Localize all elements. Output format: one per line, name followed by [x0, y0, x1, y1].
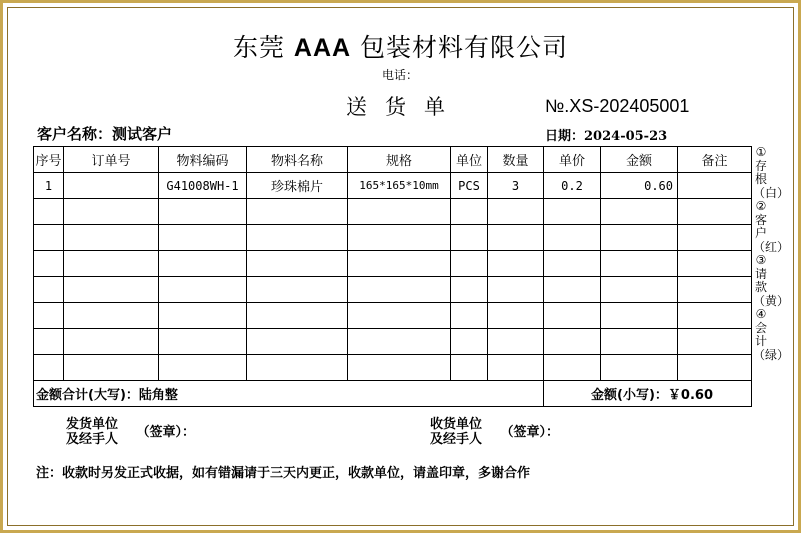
footer-note: 注：收款时另发正式收据，如有错漏请于三天内更正，收款单位，请盖印章，多谢合作: [36, 466, 531, 481]
cell-unit-price: [544, 199, 601, 225]
company-suffix: 包装材料有限公司: [360, 33, 569, 62]
document-number: №.XS-202405001: [545, 96, 690, 116]
table-row: [34, 199, 752, 225]
cell-spec: [348, 199, 451, 225]
cell-index: [34, 251, 64, 277]
cell-index: [34, 303, 64, 329]
receiver-label-line1: 收货单位: [430, 417, 483, 432]
cell-material-name: [247, 303, 348, 329]
col-header-material-name: 物料名称: [247, 147, 348, 173]
table-row: [34, 251, 752, 277]
cell-material-name: 珍珠棉片: [247, 173, 348, 199]
cell-material-code: [159, 277, 247, 303]
sender-seal-label: （签章）：: [136, 424, 196, 440]
col-header-amount: 金额: [601, 147, 678, 173]
customer-name: [37, 123, 172, 144]
cell-unit-price: [544, 329, 601, 355]
table-row: [34, 355, 752, 381]
table-row: [34, 329, 752, 355]
cell-order-no: [64, 199, 159, 225]
receiver-label-line2: 及经手人: [430, 432, 483, 447]
col-header-unit-price: 单价: [544, 147, 601, 173]
cell-order-no: [64, 329, 159, 355]
cell-unit: [451, 199, 488, 225]
cell-unit: [451, 303, 488, 329]
cell-spec: [348, 277, 451, 303]
delivery-table: [33, 146, 752, 407]
cell-quantity: [488, 199, 544, 225]
cell-order-no: [64, 303, 159, 329]
cell-quantity: [488, 355, 544, 381]
date-label: 日期：: [545, 129, 585, 144]
cell-amount: [601, 199, 678, 225]
customer-label: 客户名称：: [37, 125, 113, 143]
sender-label-line1: 发货单位: [66, 417, 119, 432]
cell-remarks: [678, 303, 752, 329]
copy-distribution-note: ①存根（白）②客户（红）③请款（黄）④会计（绿）: [753, 145, 790, 362]
cell-order-no: [64, 355, 159, 381]
cell-amount: [601, 251, 678, 277]
cell-unit: [451, 329, 488, 355]
cell-order-no: [64, 251, 159, 277]
company-name: [0, 28, 801, 64]
sender-label-line2: 及经手人: [66, 432, 119, 447]
cell-unit-price: [544, 251, 601, 277]
cell-spec: [348, 303, 451, 329]
total-row: [34, 381, 752, 407]
cell-unit: [451, 355, 488, 381]
cell-unit: [451, 225, 488, 251]
cell-amount: [601, 355, 678, 381]
cell-quantity: [488, 277, 544, 303]
cell-index: [34, 199, 64, 225]
cell-unit-price: [544, 355, 601, 381]
table-header-row: [34, 147, 752, 173]
date-value: 2024-05-23: [584, 129, 668, 144]
table-row: [34, 225, 752, 251]
cell-amount: [601, 303, 678, 329]
cell-quantity: [488, 303, 544, 329]
cell-amount: [601, 329, 678, 355]
total-lower-value: ￥0.60: [667, 388, 713, 403]
cell-quantity: [488, 329, 544, 355]
cell-unit-price: [544, 225, 601, 251]
cell-material-name: [247, 225, 348, 251]
cell-material-code: G41008WH-1: [159, 173, 247, 199]
cell-unit-price: [544, 277, 601, 303]
cell-quantity: [488, 251, 544, 277]
cell-quantity: [488, 225, 544, 251]
sender-signature: [66, 417, 195, 447]
cell-spec: 165*165*10mm: [348, 173, 451, 199]
cell-unit-price: 0.2: [544, 173, 601, 199]
col-header-quantity: 数量: [488, 147, 544, 173]
company-latin: AAA: [293, 34, 352, 62]
receiver-seal-label: （签章）：: [500, 424, 560, 440]
total-lower-cell: [544, 381, 752, 407]
cell-remarks: [678, 173, 752, 199]
company-prefix: 东莞: [232, 33, 285, 62]
col-header-order-no: 订单号: [64, 147, 159, 173]
col-header-unit: 单位: [451, 147, 488, 173]
sender-label: [66, 417, 118, 447]
cell-material-code: [159, 225, 247, 251]
cell-order-no: [64, 277, 159, 303]
cell-order-no: [64, 173, 159, 199]
cell-spec: [348, 355, 451, 381]
cell-remarks: [678, 225, 752, 251]
cell-unit: [451, 251, 488, 277]
col-header-remarks: 备注: [678, 147, 752, 173]
cell-spec: [348, 329, 451, 355]
cell-unit: [451, 277, 488, 303]
table-row: [34, 303, 752, 329]
table-row: [34, 277, 752, 303]
col-header-index: 序号: [34, 147, 64, 173]
cell-index: 1: [34, 173, 64, 199]
cell-material-code: [159, 355, 247, 381]
cell-order-no: [64, 225, 159, 251]
cell-material-name: [247, 251, 348, 277]
document-title: 送货单: [346, 95, 463, 119]
phone-label: 电话：: [382, 68, 419, 82]
cell-unit: PCS: [451, 173, 488, 199]
cell-remarks: [678, 199, 752, 225]
cell-amount: [601, 277, 678, 303]
cell-amount: [601, 225, 678, 251]
cell-remarks: [678, 251, 752, 277]
cell-remarks: [678, 277, 752, 303]
cell-index: [34, 329, 64, 355]
cell-material-name: [247, 329, 348, 355]
cell-spec: [348, 225, 451, 251]
customer-value: 测试客户: [112, 125, 173, 143]
total-upper-cell: [34, 381, 544, 407]
cell-quantity: 3: [488, 173, 544, 199]
cell-material-code: [159, 329, 247, 355]
cell-spec: [348, 251, 451, 277]
cell-unit-price: [544, 303, 601, 329]
col-header-material-code: 物料编码: [159, 147, 247, 173]
table-row: [34, 173, 752, 199]
cell-amount: 0.60: [601, 173, 678, 199]
cell-index: [34, 355, 64, 381]
cell-material-code: [159, 251, 247, 277]
cell-material-code: [159, 199, 247, 225]
receiver-label: [430, 417, 482, 447]
cell-material-name: [247, 199, 348, 225]
total-upper-label: 金额合计(大写)：: [36, 388, 139, 403]
col-header-spec: 规格: [348, 147, 451, 173]
cell-remarks: [678, 355, 752, 381]
cell-material-code: [159, 303, 247, 329]
date-field: [545, 125, 667, 144]
cell-index: [34, 225, 64, 251]
cell-material-name: [247, 355, 348, 381]
total-lower-label: 金额(小写)：: [591, 388, 668, 403]
cell-index: [34, 277, 64, 303]
cell-remarks: [678, 329, 752, 355]
receiver-signature: [430, 417, 559, 447]
total-upper-value: 陆角整: [138, 388, 178, 403]
cell-material-name: [247, 277, 348, 303]
